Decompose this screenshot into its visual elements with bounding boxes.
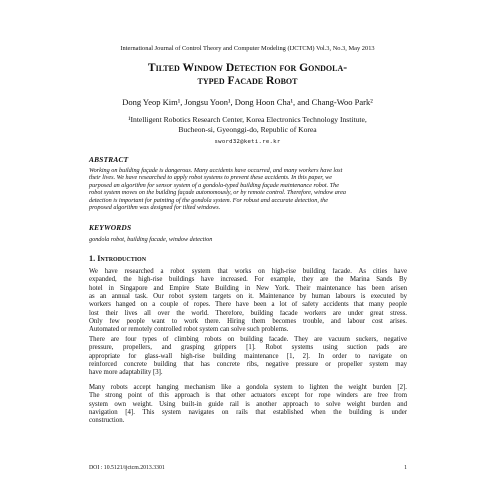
abstract-body [89, 167, 407, 211]
abstract-line: their lives. We have researched to apply robot systems to prevent these accidents. In this paper, we [89, 174, 333, 182]
keywords-list: gondola robot, building facade, window detection [89, 236, 213, 243]
doi-text: DOI : 10.5121/ijctcm.2013.3301 [89, 465, 165, 471]
paragraph-line: pressure, propellers, and grasping grippers [1]. Robot systems using suction pads are [89, 344, 407, 352]
paragraph-line: workers hanged on a couple of ropes. There have been a lot of safety accidents that many people [89, 301, 407, 309]
paragraph-line: navigation [4]. This system navigates on rails that established when the building is under [89, 409, 407, 417]
affiliation [60, 115, 435, 134]
abstract-line: purposed an algorithm for sensor system of a gondola-typed building façade maintenance robot. The [89, 181, 339, 189]
paragraph-line: Automated or remotely controlled robot system can solve such problems. [89, 326, 289, 334]
paragraph-line: The strong point of this approach is that other actuators except for rope winders are free from [89, 392, 407, 400]
abstract-heading: ABSTRACT [89, 155, 129, 164]
paragraph-line: appropriate for glass-wall high-rise building maintenance [1, 2]. In order to navigate on [89, 352, 407, 360]
paragraph-line: expanded, the high-rise buildings have increased. For example, they are the Marina Sands By [89, 276, 407, 284]
section-heading: 1. Introduction [89, 254, 147, 263]
intro-paragraph [89, 336, 407, 378]
abstract-line: proposed algorithm was designed for tilted windows. [89, 204, 221, 212]
paragraph-line: Many robots accept hanging mechanism like a gondola system to lighten the weight burden [2]. [89, 384, 407, 391]
keywords-heading: KEYWORDS [89, 223, 132, 232]
paragraph-line: reinforced concrete building that has concrete ribs, negative pressure or propeller system may [89, 361, 407, 369]
paragraph-line: There are four types of climbing robots on building facade. They are vacuum suckers, negative [89, 336, 407, 343]
title-line: typed Facade Robot [197, 74, 298, 87]
paragraph-line: have more adaptability [3]. [89, 369, 163, 377]
intro-paragraph [89, 384, 407, 426]
paragraph-line: as an annual task. Our robot system targets on it. Maintenance by human labours is executed by [89, 293, 407, 301]
title-line: Tilted Window Detection for Gondola- [147, 61, 348, 74]
paragraph-line: system own weight. Using built-in guide rail is another approach to solve weight burden and [89, 400, 407, 408]
author-list: Dong Yeop Kim¹, Jongsu Yoon¹, Dong Hoon Cha¹, and Chang-Woo Park² [122, 97, 373, 107]
paragraph-line: Only few people want to work there. Hiring them becomes trouble, and labour cost arises. [89, 318, 407, 326]
abstract-line: Working on building façade is dangerous. Many accidents have occurred, and many workers have lost [89, 167, 343, 174]
abstract-line: robot system moves on the building façade autonomously, or by remote control. Therefore, window area [89, 189, 346, 197]
abstract-line: detection is important for painting of the gondola system. For robust and accurate detection, the [89, 196, 328, 204]
paragraph-line: construction. [89, 417, 125, 425]
journal-header: International Journal of Control Theory and Computer Modeling (IJCTCM) Vol.3, No.3, May 2013 [120, 45, 375, 52]
paper-title [60, 61, 435, 87]
author-email: sword32@keti.re.kr [214, 139, 281, 145]
affiliation-line: Bucheon-si, Gyeonggi-do, Republic of Korea [178, 124, 317, 134]
page-number: 1 [404, 465, 407, 471]
paragraph-line: lost their lives all over the world. Therefore, building facade workers are under great stress. [89, 309, 407, 317]
intro-paragraph [89, 268, 407, 335]
affiliation-line: ¹Intelligent Robotics Research Center, Korea Electronics Technology Institute, [128, 115, 367, 124]
paragraph-line: We have researched a robot system that works on high-rise building facade. As cities have [89, 268, 407, 275]
paragraph-line: hotel in Singapore and Empire State Building in New York. Their maintenance has been arisen [89, 284, 407, 292]
